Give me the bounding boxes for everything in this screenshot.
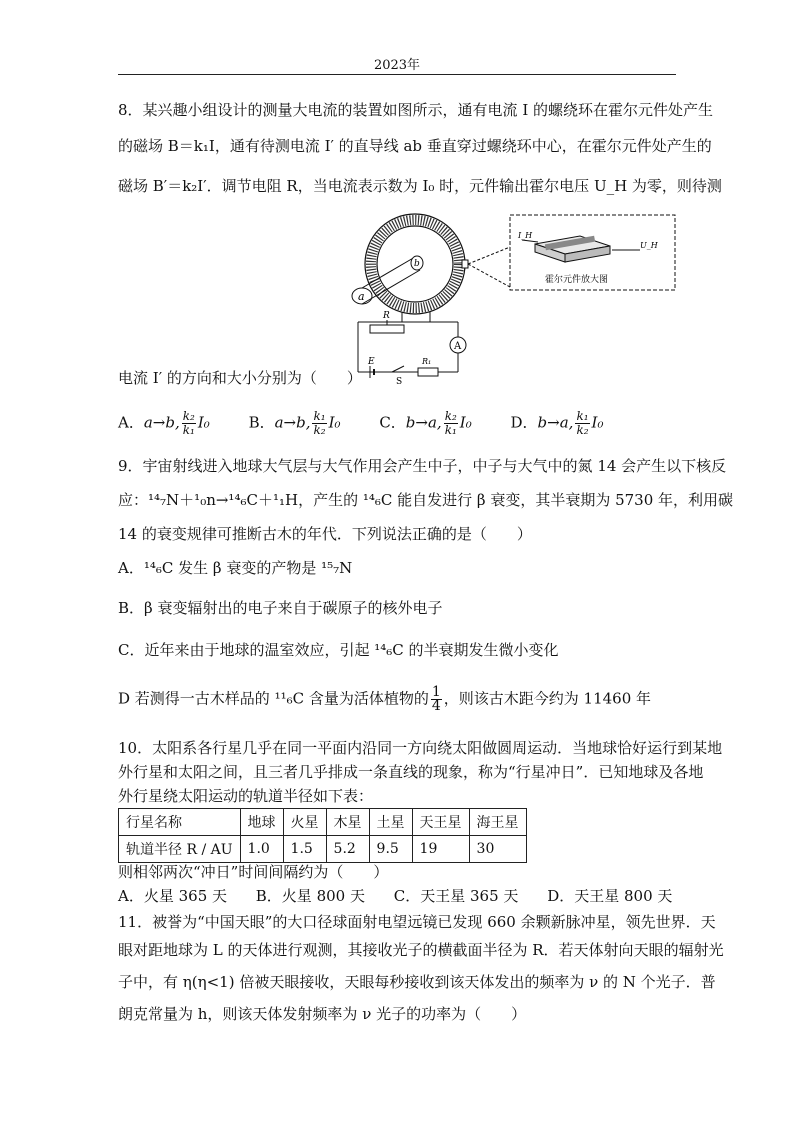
magnified-caption: 霍尔元件放大图 [545,275,609,285]
q9-line2: 应：¹⁴₇N＋¹₀n→¹⁴₆C＋¹₁H，产生的 ¹⁴₆C 能自发进行 β 衰变，其半衰期为 5730 年，利用碳 [118,491,734,509]
q8-choice-c[interactable]: C．b→a, $\frac{\text{k₂}}{\text{k₁}}$ I₀ [379,409,472,437]
q8-choice-d[interactable]: D．b→a, $\frac{\text{k₁}}{\text{k₂}}$ I₀ [510,409,604,437]
ammeter-label: A [454,341,462,352]
table-cell: 地球 [240,809,283,836]
table-cell: 1.5 [283,836,326,863]
page-header-year: 2023年 [373,58,421,73]
q8-choice-b[interactable]: B．a→b, $\frac{\text{k₁}}{\text{k₂}}$ I₀ [248,409,341,437]
label-r: R [383,311,390,321]
table-row [119,836,527,863]
table-header-row [119,809,527,836]
q8-line3: 磁场 B′＝k₂I′．调节电阻 R，当电流表示数为 I₀ 时，元件输出霍尔电压 U_H 为零，则待测 [118,177,722,195]
table-cell: 火星 [283,809,326,836]
q8-line2: 的磁场 B＝k₁I，通有待测电流 I′ 的直导线 ab 垂直穿过螺绕环中心，在霍尔元件处产生的 [118,137,712,155]
label-s: S [396,377,403,384]
label-r1: R₁ [422,357,432,366]
q8-line1: 8．某兴趣小组设计的测量大电流的装置如图所示，通有电流 I 的螺绕环在霍尔元件处产生 [118,101,714,119]
q8-line4: 电流 I′ 的方向和大小分别为（ ） [118,369,362,387]
table-cell: 5.2 [326,836,369,863]
q9-option-b[interactable]: B．β 衰变辐射出的电子来自于碳原子的核外电子 [118,599,443,617]
q11-line1: 11．被誉为“中国天眼”的大口径球面射电望远镜已发现 660 余颗新脉冲星，领先世界．天 [118,913,716,931]
q10-choice-b[interactable]: B．火星 800 天 [255,887,365,905]
table-cell: 轨道半径 R / AU [119,836,241,863]
orbit-radius-table [118,808,527,863]
label-a: a [358,290,365,303]
q8-choice-a[interactable]: A．a→b, $\frac{\text{k₂}}{\text{k₁}}$ I₀ [118,409,210,437]
q9-line1: 9．宇宙射线进入地球大气层与大气作用会产生中子，中子与大气中的氮 14 会产生以下核反 [118,457,727,475]
table-cell: 行星名称 [119,809,241,836]
q11-line4: 朗克常量为 h，则该天体发射频率为 ν 光子的功率为（ ） [118,1005,527,1023]
table-cell: 30 [469,836,526,863]
q9-option-d[interactable]: D 若测得一古木样品的 ¹¹₆C 含量为活体植物的 $\frac{1}{4}$ ，则该古木距今约为 11460 年 [118,684,652,714]
table-cell: 木星 [326,809,369,836]
label-ih: I_H [518,231,533,240]
hall-effect-apparatus-figure [340,212,680,384]
q10-choice-a[interactable]: A．火星 365 天 [118,887,227,905]
table-cell: 1.0 [240,836,283,863]
q10-line3: 外行星绕太阳运动的轨道半径如下表： [118,787,374,805]
q9-line3: 14 的衰变规律可推断古木的年代．下列说法正确的是（ ） [118,525,532,543]
q10-choice-c[interactable]: C．天王星 365 天 [393,887,519,905]
q10-line4: 则相邻两次“冲日”时间间隔约为（ ） [118,863,389,881]
q10-choices [118,886,672,906]
q10-choice-d[interactable]: D．天王星 800 天 [547,887,673,905]
q8-choices [118,410,637,437]
q9-option-c[interactable]: C．近年来由于地球的温室效应，引起 ¹⁴₆C 的半衰期发生微小变化 [118,641,559,659]
table-cell: 天王星 [412,809,469,836]
nuclear-reaction: ¹⁴₇N＋¹₀n→¹⁴₆C＋¹₁H [148,491,299,509]
q11-line2: 眼对距地球为 L 的天体进行观测，其接收光子的横截面半径为 R．若天体射向天眼的辐射光 [118,941,724,959]
table-cell: 19 [412,836,469,863]
table-cell: 9.5 [369,836,412,863]
q9-option-a[interactable]: A．¹⁴₆C 发生 β 衰变的产物是 ¹⁵₇N [118,559,353,577]
q10-line1: 10．太阳系各行星几乎在同一平面内沿同一方向绕太阳做圆周运动．当地球恰好运行到某地 [118,739,723,757]
label-e: E [368,357,375,367]
label-b: b [414,259,420,269]
q10-line2: 外行星和太阳之间，且三者几乎排成一条直线的现象，称为“行星冲日”．已知地球及各地 [118,763,704,781]
table-cell: 土星 [369,809,412,836]
header-rule [118,74,676,75]
label-uh: U_H [640,241,658,250]
table-cell: 海王星 [469,809,526,836]
q11-line3: 子中，有 η(η<1) 倍被天眼接收，天眼每秒接收到该天体发出的频率为 ν 的 N 个光子．普 [118,973,716,991]
